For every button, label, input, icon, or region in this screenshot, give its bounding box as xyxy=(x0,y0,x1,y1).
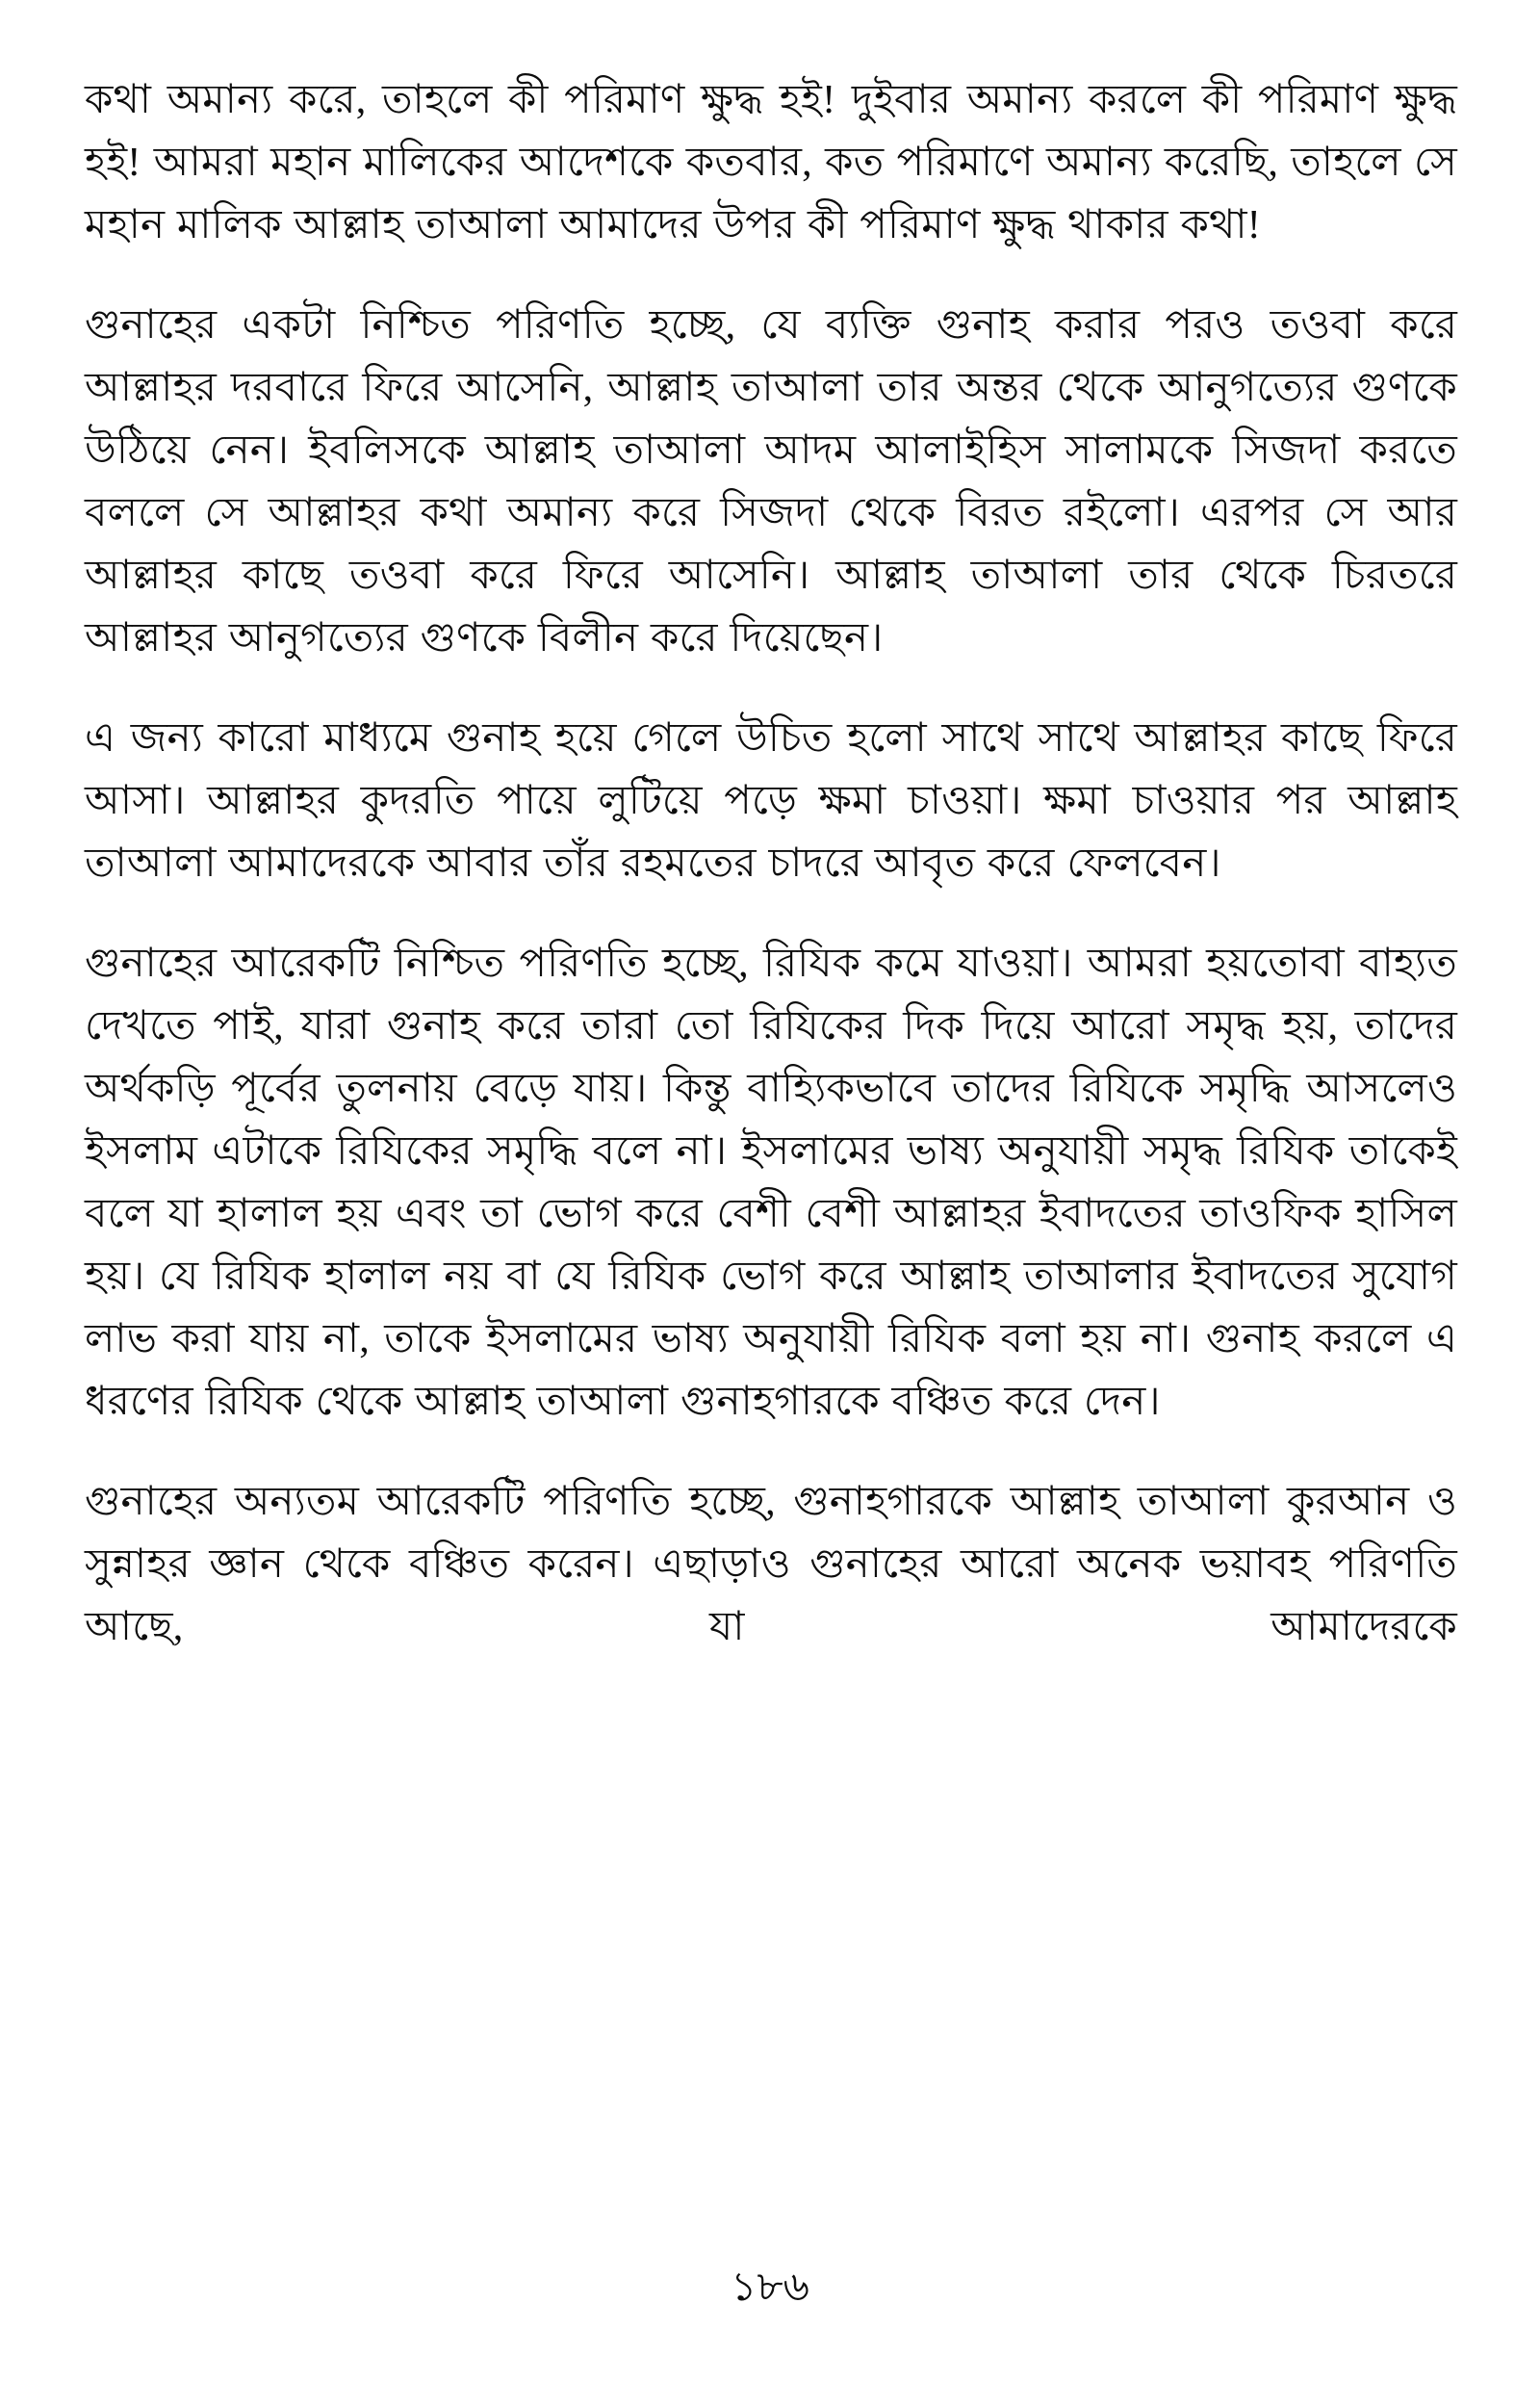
paragraph-1: কথা অমান্য করে, তাহলে কী পরিমাণ ক্ষুদ্ধ হই! দুইবার অমান্য করলে কী পরিমাণ ক্ষুদ্ধ হই! আমরা মহান মালিকের আদেশকে কতবার, কত পরিমাণে অমান্য করেছি, তাহলে সে মহান মালিক আল্লাহ তাআলা আমাদের উপর কী পরিমাণ ক্ষুদ্ধ থাকার কথা! xyxy=(85,78,1457,247)
page-body-text xyxy=(85,69,1457,1659)
paragraph-5: গুনাহের অন্যতম আরেকটি পরিণতি হচ্ছে, গুনাহগারকে আল্লাহ তাআলা কুরআন ও সুন্নাহর জ্ঞান থেকে বঞ্চিত করেন। এছাড়াও গুনাহের আরো অনেক ভয়াবহ পরিণতি আছে, যা আমাদেরকে xyxy=(85,1480,1457,1649)
paragraph-2: গুনাহের একটা নিশ্চিত পরিণতি হচ্ছে, যে ব্যক্তি গুনাহ করার পরও তওবা করে আল্লাহর দরবারে ফিরে আসেনি, আল্লাহ তাআলা তার অন্তর থেকে আনুগত্যের গুণকে উঠিয়ে নেন। ইবলিসকে আল্লাহ তাআলা আদম আলাইহিস সালামকে সিজদা করতে বললে সে আল্লাহর কথা অমান্য করে সিজদা থেকে বিরত রইলো। এরপর সে আর আল্লাহর কাছে তওবা করে ফিরে আসেনি। আল্লাহ তাআলা তার থেকে চিরতরে আল্লাহর আনুগত্যের গুণকে বিলীন করে দিয়েছেন। xyxy=(85,303,1457,660)
paragraph-4: গুনাহের আরেকটি নিশ্চিত পরিণতি হচ্ছে, রিযিক কমে যাওয়া। আমরা হয়তোবা বাহ্যত দেখতে পাই, যারা গুনাহ করে তারা তো রিযিকের দিক দিয়ে আরো সমৃদ্ধ হয়, তাদের অর্থকড়ি পূর্বের তুলনায় বেড়ে যায়। কিন্তু বাহ্যিকভাবে তাদের রিযিকে সমৃদ্ধি আসলেও ইসলাম এটাকে রিযিকের সমৃদ্ধি বলে না। ইসলামের ভাষ্য অনুযায়ী সমৃদ্ধ রিযিক তাকেই বলে যা হালাল হয় এবং তা ভোগ করে বেশী বেশী আল্লাহর ইবাদতের তাওফিক হাসিল হয়। যে রিযিক হালাল নয় বা যে রিযিক ভোগ করে আল্লাহ তাআলার ইবাদতের সুযোগ লাভ করা যায় না, তাকে ইসলামের ভাষ্য অনুযায়ী রিযিক বলা হয় না। গুনাহ করলে এ ধরণের রিযিক থেকে আল্লাহ তাআলা গুনাহগারকে বঞ্চিত করে দেন। xyxy=(85,942,1457,1424)
page-number: ১৮৬ xyxy=(731,2265,809,2310)
paragraph-3: এ জন্য কারো মাধ্যমে গুনাহ হয়ে গেলে উচিত হলো সাথে সাথে আল্লাহর কাছে ফিরে আসা। আল্লাহর কুদরতি পায়ে লুটিয়ে পড়ে ক্ষমা চাওয়া। ক্ষমা চাওয়ার পর আল্লাহ তাআলা আমাদেরকে আবার তাঁর রহমতের চাদরে আবৃত করে ফেলবেন। xyxy=(85,716,1457,886)
